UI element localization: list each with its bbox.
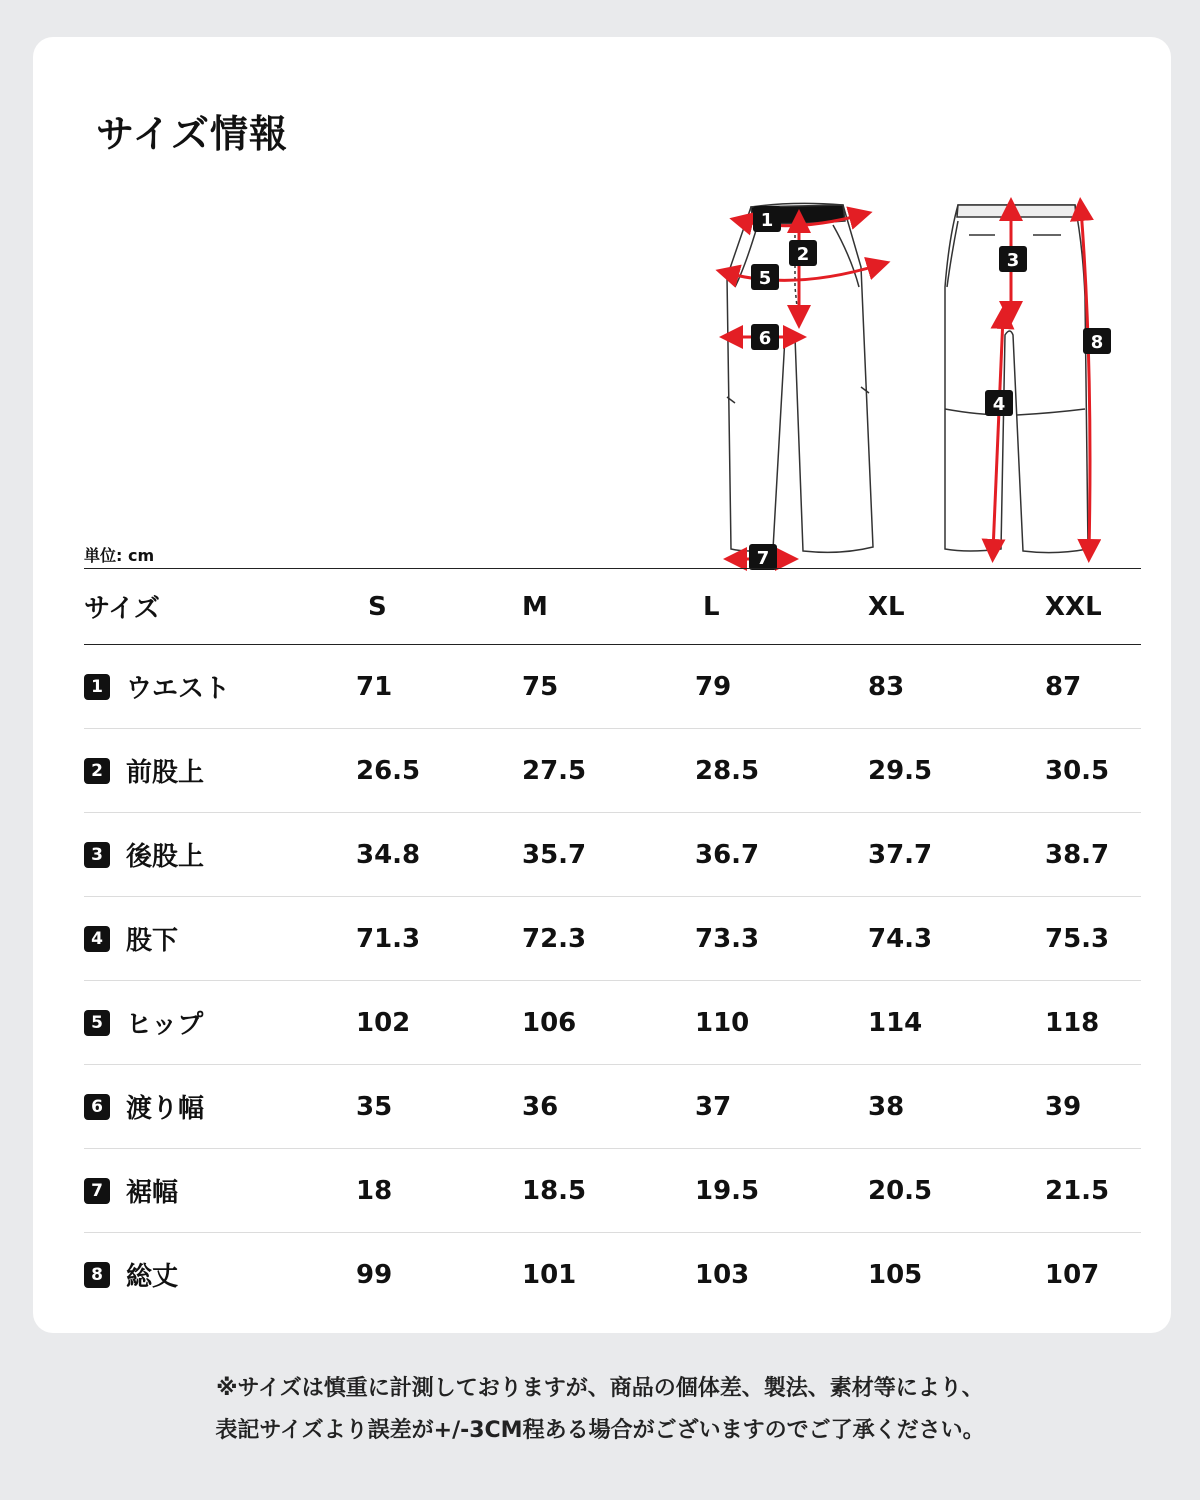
row-label-cell bbox=[84, 752, 356, 789]
badge-1: 1 bbox=[760, 210, 774, 231]
row-value: 34.8 bbox=[356, 839, 421, 870]
row-value: 106 bbox=[522, 1007, 577, 1038]
row-value: 72.3 bbox=[522, 923, 587, 954]
table-body bbox=[84, 645, 1141, 1316]
note-line-1: ※サイズは慎重に計測しておりますが、商品の個体差、製法、素材等により、 bbox=[216, 1376, 984, 1401]
table-row bbox=[84, 729, 1141, 813]
row-label: ヒップ bbox=[126, 1010, 204, 1040]
row-value: 30.5 bbox=[1045, 755, 1110, 786]
page-title: サイズ情報 bbox=[96, 112, 288, 156]
row-label-cell bbox=[84, 1256, 356, 1293]
row-value: 21.5 bbox=[1045, 1175, 1110, 1206]
row-value: 87 bbox=[1045, 671, 1082, 702]
badge-4: 4 bbox=[992, 394, 1006, 415]
header-m: M bbox=[522, 591, 548, 622]
row-value: 74.3 bbox=[868, 923, 933, 954]
row-label-cell bbox=[84, 920, 356, 957]
badge-6: 6 bbox=[758, 328, 772, 349]
row-value: 28.5 bbox=[695, 755, 760, 786]
row-value: 39 bbox=[1045, 1091, 1082, 1122]
table-row bbox=[84, 981, 1141, 1065]
row-value: 38.7 bbox=[1045, 839, 1110, 870]
header-s: S bbox=[368, 591, 387, 622]
row-value: 38 bbox=[868, 1091, 905, 1122]
row-value: 27.5 bbox=[522, 755, 587, 786]
table-row bbox=[84, 1065, 1141, 1149]
row-number-badge: 8 bbox=[84, 1262, 110, 1288]
row-label: 渡り幅 bbox=[126, 1094, 205, 1124]
row-label: 股下 bbox=[126, 926, 179, 956]
table-row bbox=[84, 645, 1141, 729]
row-number-badge: 5 bbox=[84, 1010, 110, 1036]
row-value: 79 bbox=[695, 671, 732, 702]
row-number-badge: 4 bbox=[84, 926, 110, 952]
header-size: サイズ bbox=[84, 594, 160, 624]
row-value: 35 bbox=[356, 1091, 393, 1122]
row-value: 37 bbox=[695, 1091, 732, 1122]
badge-3: 3 bbox=[1006, 250, 1020, 271]
row-value: 75 bbox=[522, 671, 559, 702]
table-row bbox=[84, 813, 1141, 897]
row-label: 前股上 bbox=[126, 758, 205, 788]
row-label-cell bbox=[84, 668, 356, 705]
row-value: 18 bbox=[356, 1175, 393, 1206]
row-value: 35.7 bbox=[522, 839, 587, 870]
row-label-cell bbox=[84, 836, 356, 873]
row-value: 99 bbox=[356, 1259, 393, 1290]
note-line-2: 表記サイズより誤差が+/-3CM程ある場合がございますのでご了承ください。 bbox=[215, 1418, 985, 1443]
row-value: 37.7 bbox=[868, 839, 933, 870]
table-row bbox=[84, 1233, 1141, 1316]
header-xxl: XXL bbox=[1045, 591, 1102, 622]
row-value: 102 bbox=[356, 1007, 411, 1038]
size-table bbox=[84, 568, 1141, 1316]
badge-7: 7 bbox=[756, 548, 770, 569]
badge-5: 5 bbox=[758, 268, 772, 289]
row-value: 105 bbox=[868, 1259, 923, 1290]
row-label: 裾幅 bbox=[126, 1178, 179, 1208]
row-value: 83 bbox=[868, 671, 905, 702]
header-xl: XL bbox=[868, 591, 905, 622]
size-info-card bbox=[33, 37, 1171, 1333]
row-label-cell bbox=[84, 1088, 356, 1125]
row-value: 110 bbox=[695, 1007, 750, 1038]
row-number-badge: 6 bbox=[84, 1094, 110, 1120]
row-value: 73.3 bbox=[695, 923, 760, 954]
row-value: 29.5 bbox=[868, 755, 933, 786]
row-value: 26.5 bbox=[356, 755, 421, 786]
row-value: 114 bbox=[868, 1007, 923, 1038]
row-value: 71 bbox=[356, 671, 393, 702]
header-l: L bbox=[703, 591, 720, 622]
row-value: 19.5 bbox=[695, 1175, 760, 1206]
row-value: 118 bbox=[1045, 1007, 1100, 1038]
table-row bbox=[84, 897, 1141, 981]
row-value: 101 bbox=[522, 1259, 577, 1290]
unit-label: 単位: cm bbox=[84, 546, 155, 565]
row-label: 総丈 bbox=[126, 1262, 179, 1292]
disclaimer-note bbox=[0, 1368, 1200, 1452]
badge-2: 2 bbox=[796, 244, 810, 265]
row-value: 75.3 bbox=[1045, 923, 1110, 954]
row-value: 107 bbox=[1045, 1259, 1100, 1290]
table-row bbox=[84, 1149, 1141, 1233]
badge-8: 8 bbox=[1090, 332, 1104, 353]
row-value: 71.3 bbox=[356, 923, 421, 954]
row-label: 後股上 bbox=[126, 842, 205, 872]
row-value: 36 bbox=[522, 1091, 559, 1122]
row-number-badge: 1 bbox=[84, 674, 110, 700]
row-label-cell bbox=[84, 1172, 356, 1209]
row-number-badge: 3 bbox=[84, 842, 110, 868]
pants-measurement-diagram bbox=[683, 187, 1143, 587]
row-number-badge: 2 bbox=[84, 758, 110, 784]
row-number-badge: 7 bbox=[84, 1178, 110, 1204]
row-label-cell bbox=[84, 1004, 356, 1041]
row-value: 36.7 bbox=[695, 839, 760, 870]
row-value: 20.5 bbox=[868, 1175, 933, 1206]
row-label: ウエスト bbox=[126, 674, 231, 704]
table-header bbox=[84, 568, 1141, 645]
row-value: 103 bbox=[695, 1259, 750, 1290]
row-value: 18.5 bbox=[522, 1175, 587, 1206]
